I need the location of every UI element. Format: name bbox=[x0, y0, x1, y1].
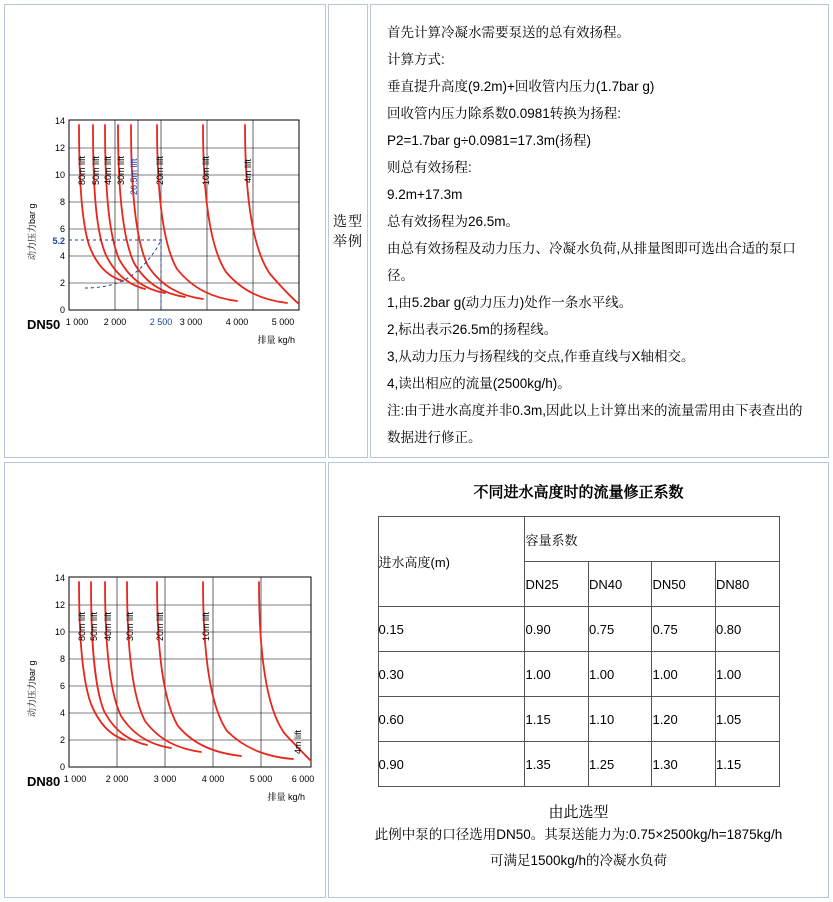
table-row bbox=[378, 517, 779, 562]
svg-text:10m lift: 10m lift bbox=[201, 155, 211, 185]
svg-text:动力压力bar g: 动力压力bar g bbox=[27, 203, 37, 260]
svg-text:10: 10 bbox=[54, 627, 65, 637]
svg-text:4m lift: 4m lift bbox=[293, 729, 303, 754]
correction-coefficient-table bbox=[378, 516, 780, 787]
svg-text:40m lift: 40m lift bbox=[103, 611, 113, 641]
dn50-label: DN50 bbox=[27, 317, 61, 332]
cell-value: 1.05 bbox=[715, 697, 779, 742]
svg-text:80m lift: 80m lift bbox=[77, 611, 87, 641]
svg-text:50m lift: 50m lift bbox=[89, 611, 99, 641]
svg-text:40m lift: 40m lift bbox=[103, 155, 113, 185]
dn80-chart-panel bbox=[4, 462, 326, 898]
cell-value: 1.00 bbox=[525, 652, 589, 697]
svg-text:0: 0 bbox=[59, 762, 65, 772]
svg-text:5 000: 5 000 bbox=[249, 774, 273, 784]
header-dn40: DN40 bbox=[588, 562, 652, 607]
cell-value: 1.10 bbox=[588, 697, 652, 742]
svg-text:排量 kg/h: 排量 kg/h bbox=[267, 792, 305, 802]
text-line: 回收管内压力除系数0.0981转换为扬程: bbox=[387, 106, 622, 121]
dn50-chart-svg bbox=[5, 5, 327, 345]
svg-text:动力压力bar g: 动力压力bar g bbox=[27, 660, 37, 717]
header-dn80: DN80 bbox=[715, 562, 779, 607]
svg-text:1 000: 1 000 bbox=[65, 317, 89, 327]
svg-text:50m lift: 50m lift bbox=[91, 155, 101, 185]
row-height: 0.90 bbox=[378, 742, 525, 787]
table-title: 不同进水高度时的流量修正系数 bbox=[473, 484, 684, 501]
text-line: 9.2m+17.3m bbox=[387, 187, 463, 202]
table-row bbox=[378, 697, 779, 742]
cell-value: 1.20 bbox=[652, 697, 716, 742]
cell-value: 1.30 bbox=[652, 742, 716, 787]
svg-text:14: 14 bbox=[54, 573, 65, 583]
dn80-chart bbox=[5, 463, 325, 897]
footer-line: 可满足1500kg/h的冷凝水负荷 bbox=[489, 853, 668, 868]
svg-text:2 000: 2 000 bbox=[103, 317, 127, 327]
header-dn25: DN25 bbox=[525, 562, 589, 607]
svg-text:10: 10 bbox=[54, 170, 65, 180]
svg-text:4 000: 4 000 bbox=[201, 774, 225, 784]
svg-text:20m lift: 20m lift bbox=[155, 611, 165, 641]
svg-text:5.2: 5.2 bbox=[52, 236, 65, 246]
cell-value: 0.80 bbox=[715, 607, 779, 652]
text-line: 2,标出表示26.5m的扬程线。 bbox=[387, 322, 558, 337]
cell-value: 1.25 bbox=[588, 742, 652, 787]
text-line: P2=1.7bar g÷0.0981=17.3m(扬程) bbox=[387, 133, 592, 148]
dn80-label: DN80 bbox=[27, 774, 61, 789]
text-line: 由总有效扬程及动力压力、冷凝水负荷,从排量图即可选出合适的泵口径。 bbox=[387, 241, 796, 283]
cell-value: 1.15 bbox=[525, 697, 589, 742]
svg-text:0: 0 bbox=[59, 305, 65, 315]
svg-text:4: 4 bbox=[59, 251, 65, 261]
dn50-chart-panel bbox=[4, 4, 326, 458]
text-line: 3,从动力压力与扬程线的交点,作垂直线与X轴相交。 bbox=[387, 349, 695, 364]
svg-text:12: 12 bbox=[54, 143, 65, 153]
text-line: 4,读出相应的流量(2500kg/h)。 bbox=[387, 376, 571, 391]
cell-value: 1.15 bbox=[715, 742, 779, 787]
svg-text:5 000: 5 000 bbox=[271, 317, 295, 327]
svg-text:6: 6 bbox=[59, 224, 65, 234]
svg-text:12: 12 bbox=[54, 600, 65, 610]
cell-value: 0.90 bbox=[525, 607, 589, 652]
svg-text:2: 2 bbox=[59, 735, 65, 745]
svg-text:26.5m lift: 26.5m lift bbox=[129, 158, 139, 195]
dn80-chart-svg bbox=[5, 529, 327, 869]
svg-text:6 000: 6 000 bbox=[291, 774, 315, 784]
text-line: 注:由于进水高度并非0.3m,因此以上计算出来的流量需用由下表查出的数据进行修正。 bbox=[387, 403, 803, 445]
cell-value: 1.00 bbox=[715, 652, 779, 697]
text-line: 则总有效扬程: bbox=[387, 160, 472, 175]
svg-text:6: 6 bbox=[59, 681, 65, 691]
footer-title: 由此选型 bbox=[548, 804, 609, 821]
section-label bbox=[329, 5, 367, 457]
svg-text:4: 4 bbox=[59, 708, 65, 718]
text-line: 1,由5.2bar g(动力压力)处作一条水平线。 bbox=[387, 295, 633, 310]
table-row bbox=[378, 607, 779, 652]
svg-text:8: 8 bbox=[59, 654, 65, 664]
section-label-panel bbox=[328, 4, 368, 458]
header-inlet-height: 进水高度(m) bbox=[378, 517, 525, 607]
selection-example-text-panel bbox=[370, 4, 829, 458]
svg-text:3 000: 3 000 bbox=[179, 317, 203, 327]
text-line: 垂直提升高度(9.2m)+回收管内压力(1.7bar g) bbox=[387, 79, 655, 94]
header-dn50: DN50 bbox=[652, 562, 716, 607]
svg-text:80m lift: 80m lift bbox=[77, 155, 87, 185]
svg-text:2 500: 2 500 bbox=[149, 317, 173, 327]
text-line: 总有效扬程为26.5m。 bbox=[387, 214, 520, 229]
svg-text:8: 8 bbox=[59, 197, 65, 207]
correction-table-panel bbox=[328, 462, 829, 898]
header-capacity-coefficient: 容量系数 bbox=[525, 517, 779, 562]
row-height: 0.60 bbox=[378, 697, 525, 742]
svg-text:1 000: 1 000 bbox=[63, 774, 87, 784]
svg-text:2 000: 2 000 bbox=[105, 774, 129, 784]
dn50-chart bbox=[5, 5, 325, 457]
selection-example-text bbox=[371, 5, 828, 451]
svg-text:4 000: 4 000 bbox=[225, 317, 249, 327]
text-line: 首先计算冷凝水需要泵送的总有效扬程。 bbox=[387, 25, 630, 40]
footer-line: 此例中泵的口径选用DN50。其泵送能力为:0.75×2500kg/h=1875kg/h bbox=[374, 827, 783, 842]
cell-value: 1.35 bbox=[525, 742, 589, 787]
svg-text:排量 kg/h: 排量 kg/h bbox=[257, 335, 295, 345]
text-line: 计算方式: bbox=[387, 52, 445, 67]
svg-text:3 000: 3 000 bbox=[153, 774, 177, 784]
cell-value: 0.75 bbox=[588, 607, 652, 652]
cell-value: 1.00 bbox=[588, 652, 652, 697]
svg-text:2: 2 bbox=[59, 278, 65, 288]
svg-text:30m lift: 30m lift bbox=[116, 155, 126, 185]
table-row bbox=[378, 652, 779, 697]
svg-text:10m lift: 10m lift bbox=[201, 611, 211, 641]
table-row bbox=[378, 742, 779, 787]
cell-value: 1.00 bbox=[652, 652, 716, 697]
svg-text:14: 14 bbox=[54, 116, 65, 126]
row-height: 0.30 bbox=[378, 652, 525, 697]
svg-text:20m lift: 20m lift bbox=[155, 155, 165, 185]
section-label-text: 选型举例 bbox=[333, 213, 363, 249]
row-height: 0.15 bbox=[378, 607, 525, 652]
svg-text:4m lift: 4m lift bbox=[243, 158, 253, 183]
svg-text:30m lift: 30m lift bbox=[125, 611, 135, 641]
cell-value: 0.75 bbox=[652, 607, 716, 652]
